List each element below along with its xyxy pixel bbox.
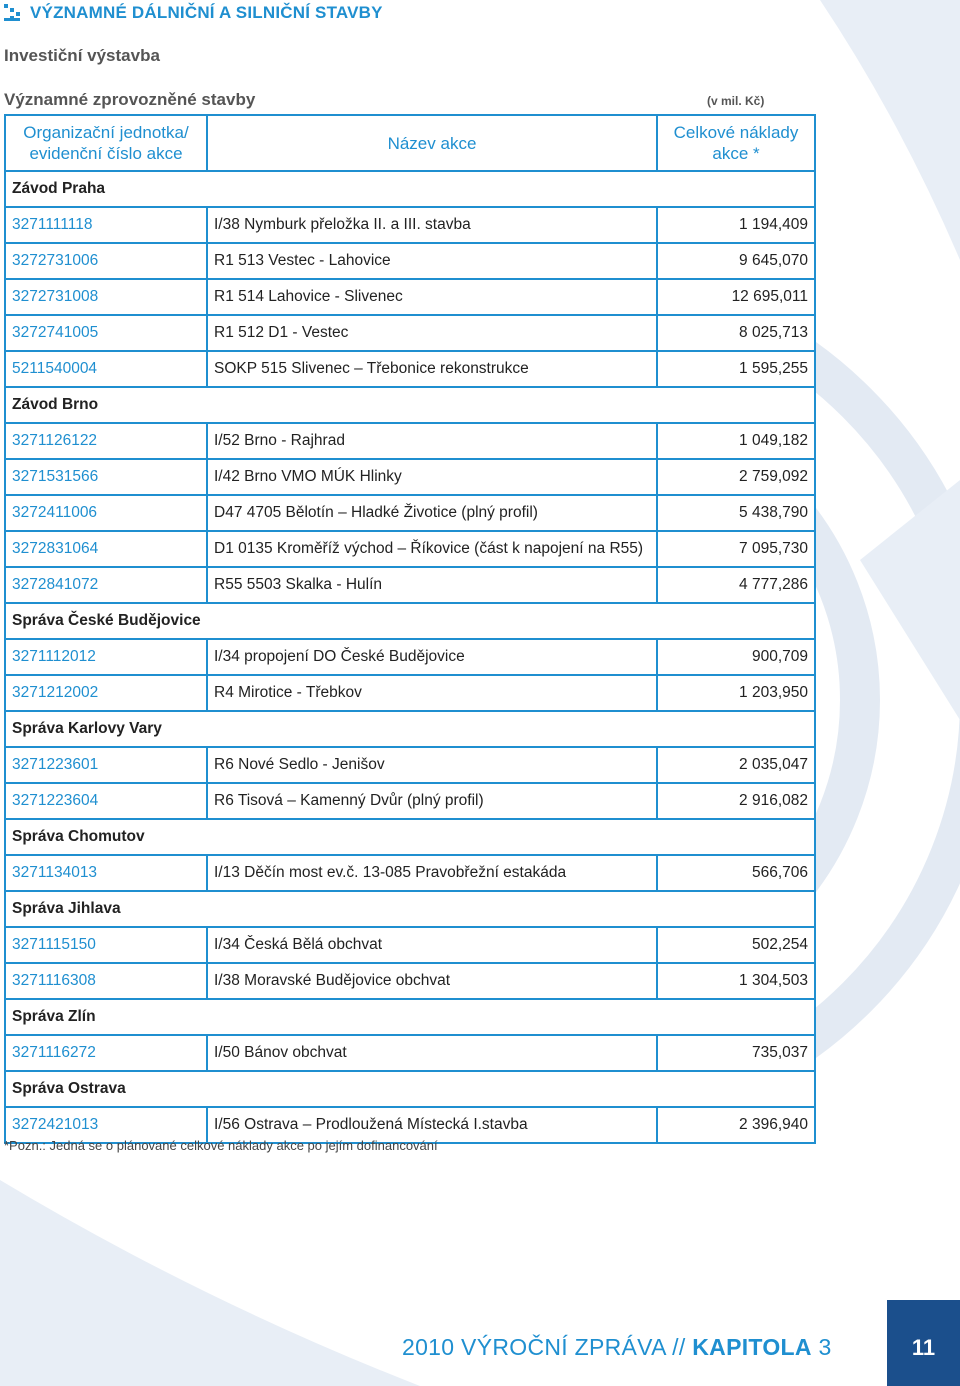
section-title: VÝZNAMNÉ DÁLNIČNÍ A SILNIČNÍ STAVBY <box>30 3 383 22</box>
project-cost: 900,709 <box>657 639 815 675</box>
group-name: Závod Praha <box>5 171 815 207</box>
section-marker-icon <box>4 4 22 22</box>
project-code: 3272731008 <box>5 279 207 315</box>
project-name: R6 Nové Sedlo - Jenišov <box>207 747 657 783</box>
table-row <box>5 639 815 675</box>
table-row <box>5 1035 815 1071</box>
group-name: Správa Chomutov <box>5 819 815 855</box>
group-name: Správa Karlovy Vary <box>5 711 815 747</box>
group-row <box>5 711 815 747</box>
project-code: 3271116308 <box>5 963 207 999</box>
table-row <box>5 279 815 315</box>
project-code: 3272421013 <box>5 1107 207 1143</box>
project-cost: 2 916,082 <box>657 783 815 819</box>
table-row <box>5 855 815 891</box>
project-name: I/34 propojení DO České Budějovice <box>207 639 657 675</box>
projects-table-container <box>4 114 814 1144</box>
group-name: Správa Jihlava <box>5 891 815 927</box>
project-code: 3271223604 <box>5 783 207 819</box>
project-code: 3271134013 <box>5 855 207 891</box>
project-code: 3272831064 <box>5 531 207 567</box>
table-row <box>5 963 815 999</box>
project-code: 3271223601 <box>5 747 207 783</box>
table-row <box>5 567 815 603</box>
project-cost: 4 777,286 <box>657 567 815 603</box>
project-code: 3272841072 <box>5 567 207 603</box>
footnote: *Pozn.: Jedná se o plánované celkové náklady akce po jejím dofinancování <box>4 1138 438 1153</box>
table-row <box>5 315 815 351</box>
table-row <box>5 207 815 243</box>
project-code: 3271112012 <box>5 639 207 675</box>
project-cost: 9 645,070 <box>657 243 815 279</box>
group-name: Závod Brno <box>5 387 815 423</box>
project-name: R55 5503 Skalka - Hulín <box>207 567 657 603</box>
group-row <box>5 603 815 639</box>
page-number: 11 <box>887 1300 960 1386</box>
project-name: R4 Mirotice - Třebkov <box>207 675 657 711</box>
table-row <box>5 531 815 567</box>
project-code: 3272731006 <box>5 243 207 279</box>
group-name: Správa České Budějovice <box>5 603 815 639</box>
project-cost: 735,037 <box>657 1035 815 1071</box>
table-row <box>5 927 815 963</box>
projects-table <box>4 114 816 1144</box>
project-name: D47 4705 Bělotín – Hladké Životice (plný profil) <box>207 495 657 531</box>
project-cost: 12 695,011 <box>657 279 815 315</box>
table-row <box>5 459 815 495</box>
project-name: D1 0135 Kroměříž východ – Říkovice (část k napojení na R55) <box>207 531 657 567</box>
project-cost: 1 203,950 <box>657 675 815 711</box>
project-cost: 2 035,047 <box>657 747 815 783</box>
project-cost: 566,706 <box>657 855 815 891</box>
project-code: 3271115150 <box>5 927 207 963</box>
column-header-name: Název akce <box>207 115 657 171</box>
table-row <box>5 747 815 783</box>
project-code: 3271212002 <box>5 675 207 711</box>
project-cost: 5 438,790 <box>657 495 815 531</box>
project-name: R1 513 Vestec - Lahovice <box>207 243 657 279</box>
project-name: SOKP 515 Slivenec – Třebonice rekonstrukce <box>207 351 657 387</box>
project-name: I/42 Brno VMO MÚK Hlinky <box>207 459 657 495</box>
group-row <box>5 171 815 207</box>
units-label: (v mil. Kč) <box>707 94 765 108</box>
project-code: 5211540004 <box>5 351 207 387</box>
table-row <box>5 675 815 711</box>
project-cost: 7 095,730 <box>657 531 815 567</box>
project-name: R1 512 D1 - Vestec <box>207 315 657 351</box>
project-cost: 8 025,713 <box>657 315 815 351</box>
group-row <box>5 999 815 1035</box>
project-code: 3271531566 <box>5 459 207 495</box>
project-code: 3271126122 <box>5 423 207 459</box>
project-name: R6 Tisová – Kamenný Dvůr (plný profil) <box>207 783 657 819</box>
chapter-number: 3 <box>818 1334 832 1360</box>
project-name: I/50 Bánov obchvat <box>207 1035 657 1071</box>
group-row <box>5 819 815 855</box>
project-cost: 1 194,409 <box>657 207 815 243</box>
project-cost: 1 049,182 <box>657 423 815 459</box>
column-header-unit: Organizační jednotka/ evidenční číslo akce <box>5 115 207 171</box>
project-name: I/56 Ostrava – Prodloužená Místecká I.stavba <box>207 1107 657 1143</box>
group-row <box>5 1071 815 1107</box>
project-name: R1 514 Lahovice - Slivenec <box>207 279 657 315</box>
report-footer <box>402 1334 832 1361</box>
group-row <box>5 387 815 423</box>
table-row <box>5 351 815 387</box>
project-cost: 1 304,503 <box>657 963 815 999</box>
project-name: I/13 Děčín most ev.č. 13-085 Pravobřežní estakáda <box>207 855 657 891</box>
chapter-label: KAPITOLA <box>692 1334 812 1360</box>
table-title: Významné zprovozněné stavby <box>4 90 256 109</box>
column-header-cost: Celkové náklady akce * <box>657 115 815 171</box>
report-label: 2010 VÝROČNÍ ZPRÁVA // <box>402 1334 686 1360</box>
group-name: Správa Ostrava <box>5 1071 815 1107</box>
table-header-row <box>5 115 815 171</box>
subsection-title: Investiční výstavba <box>4 46 160 65</box>
table-row <box>5 495 815 531</box>
project-name: I/38 Moravské Budějovice obchvat <box>207 963 657 999</box>
project-name: I/52 Brno - Rajhrad <box>207 423 657 459</box>
table-row <box>5 243 815 279</box>
project-code: 3272741005 <box>5 315 207 351</box>
project-name: I/34 Česká Bělá obchvat <box>207 927 657 963</box>
project-code: 3271116272 <box>5 1035 207 1071</box>
group-name: Správa Zlín <box>5 999 815 1035</box>
project-cost: 2 396,940 <box>657 1107 815 1143</box>
table-body <box>5 171 815 1143</box>
table-row <box>5 783 815 819</box>
project-code: 3272411006 <box>5 495 207 531</box>
table-row <box>5 423 815 459</box>
project-name: I/38 Nymburk přeložka II. a III. stavba <box>207 207 657 243</box>
project-cost: 502,254 <box>657 927 815 963</box>
project-cost: 2 759,092 <box>657 459 815 495</box>
group-row <box>5 891 815 927</box>
project-cost: 1 595,255 <box>657 351 815 387</box>
project-code: 3271111118 <box>5 207 207 243</box>
